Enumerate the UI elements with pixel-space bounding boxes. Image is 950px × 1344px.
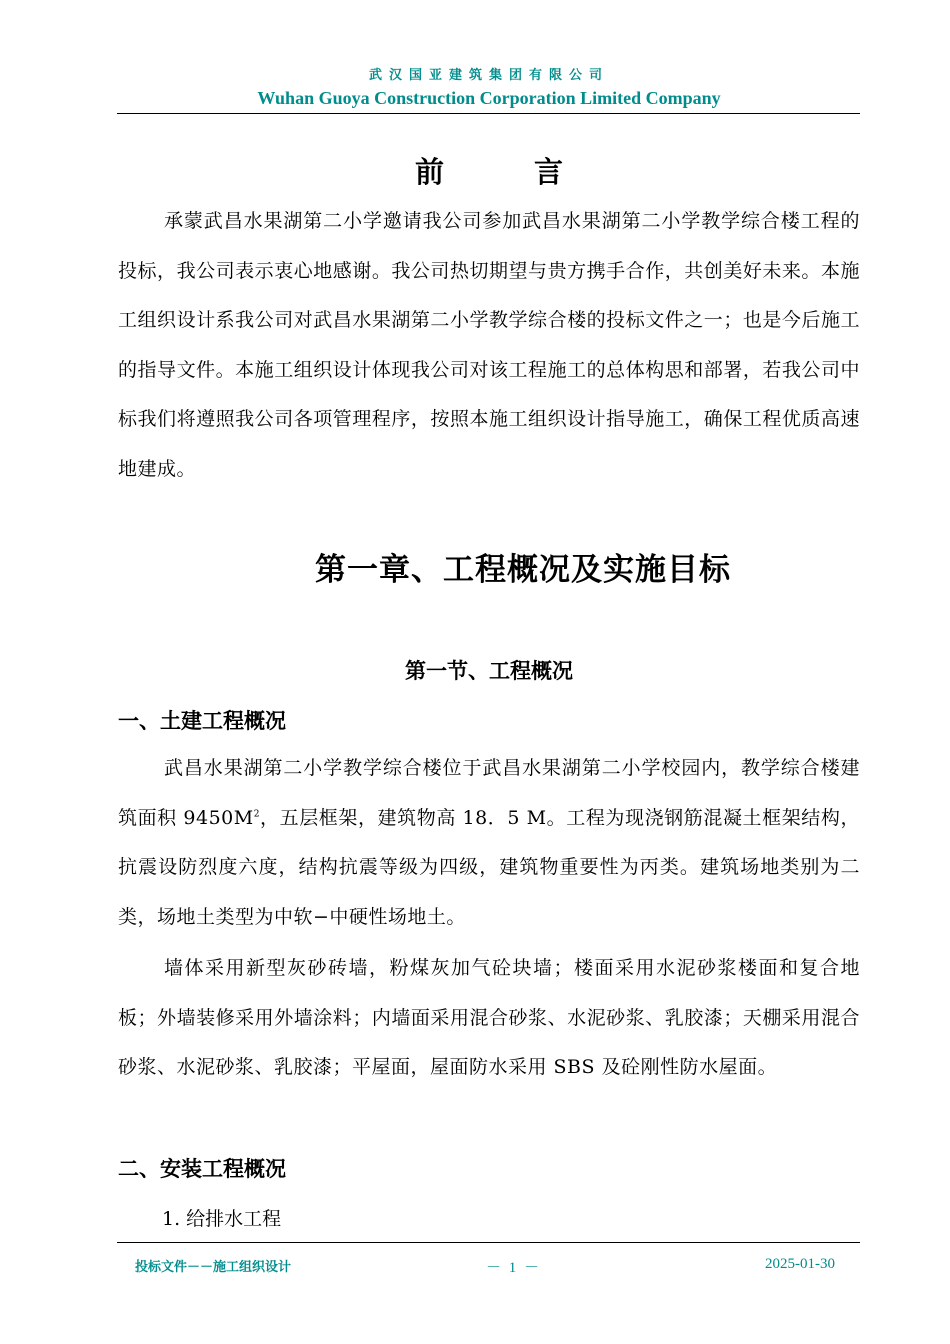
footer-rule — [117, 1242, 860, 1243]
civil-paragraph-1-part-a: 武昌水果湖第二小学教学综合楼位于武昌水果湖第二小学校园内，教学综合楼建筑面积 9450M — [118, 757, 860, 829]
preface-body: 承蒙武昌水果湖第二小学邀请我公司参加武昌水果湖第二小学教学综合楼工程的投标，我公司表示衷心地感谢。我公司热切期望与贵方携手合作，共创美好未来。本施工组织设计系我公司对武昌水果湖第二小学教学综合楼的投标文件之一；也是今后施工的指导文件。本施工组织设计体现我公司对该工程施工的总体构思和部署，若我公司中标我们将遵照我公司各项管理程序，按照本施工组织设计指导施工，确保工程优质高速地建成。 — [118, 210, 860, 480]
civil-paragraph-1-part-b: ，五层框架，建筑物高 18．5 M。工程为现浇钢筋混凝土框架结构，抗震设防烈度六度，结构抗震等级为四级，建筑物重要性为丙类。建筑场地类别为二类，场地土类型为中软−中硬性场地土。 — [118, 806, 860, 928]
preface-title — [0, 150, 950, 191]
section-title: 第一节、工程概况 — [405, 659, 573, 683]
civil-paragraph-1 — [118, 744, 860, 942]
install-item-1: 1. 给排水工程 — [162, 1208, 282, 1230]
header-rule — [117, 113, 860, 114]
footer-doc-label: 投标文件－－施工组织设计 — [135, 1260, 292, 1275]
area-unit-superscript: 2 — [253, 809, 260, 820]
header-company-en: Wuhan Guoya Construction Corporation Limited Company — [257, 88, 721, 108]
preface-title-part1: 前 — [414, 155, 444, 189]
footer-page-number: － 1 － — [486, 1260, 542, 1276]
header-company-cn: 武汉国亚建筑集团有限公司 — [368, 68, 609, 83]
chapter-title: 第一章、工程概况及实施目标 — [315, 552, 731, 588]
preface-title-part2: 言 — [534, 155, 564, 189]
civil-heading: 一、土建工程概况 — [118, 709, 286, 733]
civil-paragraph-2: 墙体采用新型灰砂砖墙，粉煤灰加气砼块墙；楼面采用水泥砂浆楼面和复合地板；外墙装修采用外墙涂料；内墙面采用混合砂浆、水泥砂浆、乳胶漆；天棚采用混合砂浆、水泥砂浆、乳胶漆；平屋面，屋面防水采用 SBS 及砼刚性防水屋面。 — [118, 957, 860, 1078]
footer-date: 2025-01-30 — [765, 1256, 835, 1272]
install-heading: 二、安装工程概况 — [118, 1157, 286, 1181]
